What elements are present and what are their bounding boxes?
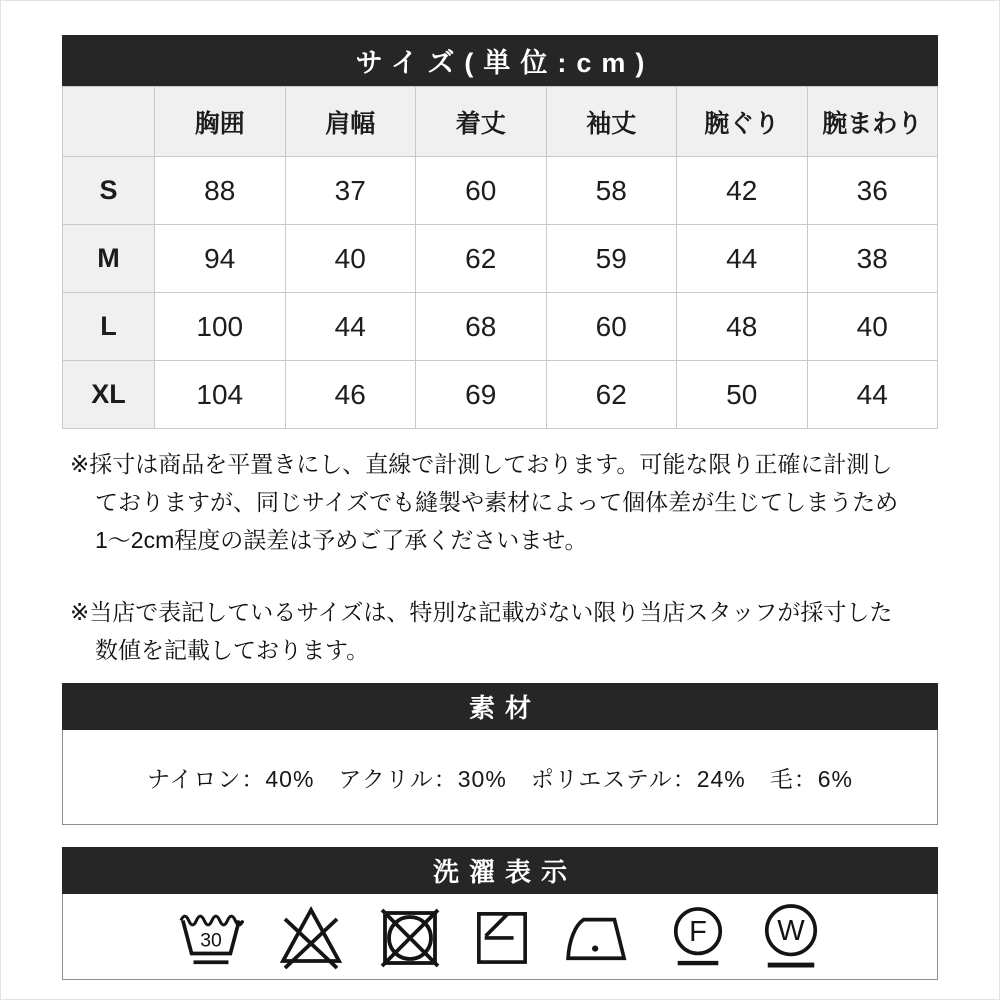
column-header-length: 着丈 [416, 87, 547, 157]
table-row-xl [63, 361, 938, 429]
cell-value: 68 [416, 293, 547, 361]
cell-value: 46 [285, 361, 416, 429]
note-line: ておりますが、同じサイズでも縫製や素材によって個体差が生じてしまうため [95, 489, 899, 515]
column-header-sleeve: 袖丈 [546, 87, 677, 157]
note-line: 1〜2cm程度の誤差は予めご了承くださいませ。 [95, 527, 588, 553]
cell-value: 40 [807, 293, 938, 361]
cell-value: 59 [546, 225, 677, 293]
svg-text:W: W [777, 914, 805, 947]
size-label: M [63, 225, 155, 293]
material-composition [62, 730, 938, 825]
svg-text:F: F [689, 915, 707, 948]
cell-value: 48 [677, 293, 808, 361]
cell-value: 69 [416, 361, 547, 429]
size-table-header-row [63, 87, 938, 157]
cell-value: 88 [155, 157, 286, 225]
dry-clean-petroleum-gentle-icon [669, 905, 727, 969]
do-not-tumble-dry-icon [378, 904, 442, 970]
care-section-title: 洗濯表示 [432, 857, 577, 887]
column-header-armhole: 腕ぐり [677, 87, 808, 157]
cell-value: 58 [546, 157, 677, 225]
size-table [62, 86, 938, 429]
note-line: ※当店で表記しているサイズは、特別な記載がない限り当店スタッフが採寸した [70, 599, 893, 625]
size-label: S [63, 157, 155, 225]
cell-value: 37 [285, 157, 416, 225]
size-section-header [62, 35, 938, 86]
cell-value: 62 [416, 225, 547, 293]
flat-dry-in-shade-icon [475, 908, 529, 966]
care-section [62, 847, 938, 980]
size-table-corner-cell [63, 87, 155, 157]
measurement-note [70, 445, 938, 559]
material-composition-text: ナイロン：40% アクリル：30% ポリエステル：24% 毛：6% [147, 765, 853, 792]
column-header-shoulder: 肩幅 [285, 87, 416, 157]
note-line: 数値を記載しております。 [95, 637, 370, 663]
cell-value: 60 [546, 293, 677, 361]
cell-value: 100 [155, 293, 286, 361]
material-section [62, 683, 938, 825]
care-section-header [62, 847, 938, 894]
cell-value: 50 [677, 361, 808, 429]
iron-low-temperature-icon [562, 909, 636, 965]
svg-text:30: 30 [200, 929, 222, 952]
wet-clean-gentle-icon [760, 903, 822, 971]
do-not-bleach-icon [277, 904, 345, 970]
cell-value: 44 [677, 225, 808, 293]
cell-value: 104 [155, 361, 286, 429]
cell-value: 44 [807, 361, 938, 429]
cell-value: 38 [807, 225, 938, 293]
table-row-s [63, 157, 938, 225]
cell-value: 42 [677, 157, 808, 225]
care-symbols-row [62, 894, 938, 980]
size-label: L [63, 293, 155, 361]
size-section-title: サイズ(単位:cm) [355, 48, 655, 78]
material-section-title: 素材 [468, 693, 541, 723]
column-header-chest: 胸囲 [155, 87, 286, 157]
cell-value: 36 [807, 157, 938, 225]
wash-30-gentle-icon [178, 904, 244, 970]
staff-measurement-note [70, 593, 938, 669]
table-row-l [63, 293, 938, 361]
note-line: ※採寸は商品を平置きにし、直線で計測しております。可能な限り正確に計測し [70, 451, 893, 477]
page-content [62, 1, 938, 980]
table-row-m [63, 225, 938, 293]
column-header-arm-circumference: 腕まわり [807, 87, 938, 157]
cell-value: 94 [155, 225, 286, 293]
cell-value: 62 [546, 361, 677, 429]
size-label: XL [63, 361, 155, 429]
cell-value: 40 [285, 225, 416, 293]
cell-value: 60 [416, 157, 547, 225]
material-section-header [62, 683, 938, 730]
cell-value: 44 [285, 293, 416, 361]
